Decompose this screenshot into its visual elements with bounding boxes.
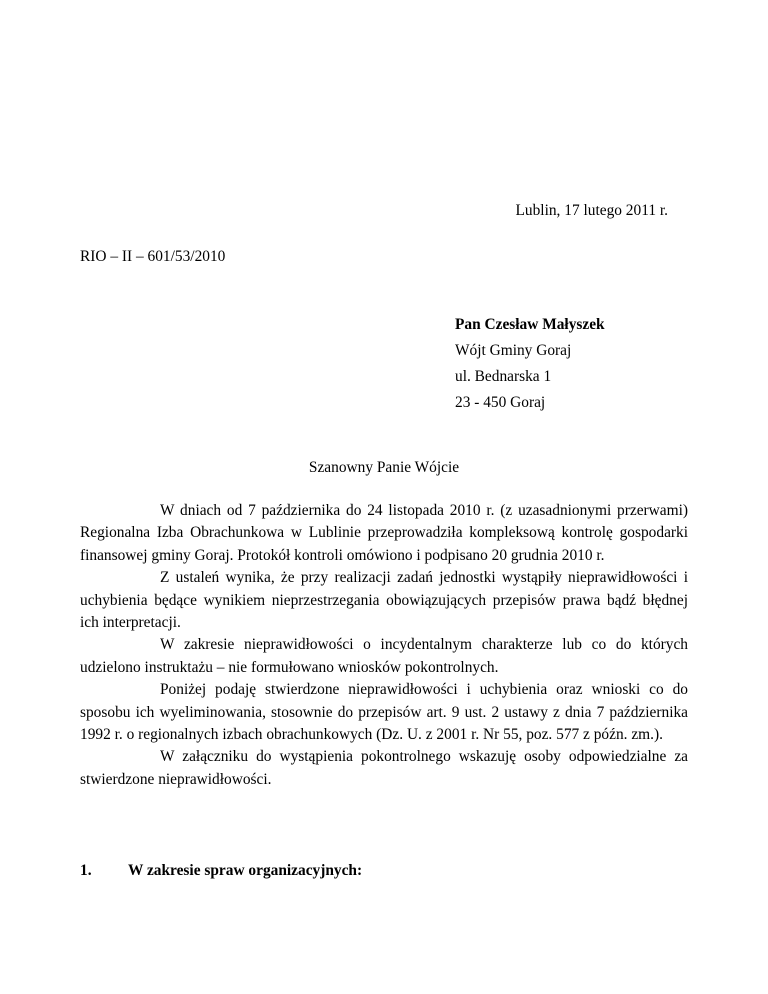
section-title: W zakresie spraw organizacyjnych: [128,862,363,879]
section-heading [80,862,362,880]
body-paragraph: Poniżej podaję stwierdzone nieprawidłowości i uchybienia oraz wnioski co do sposobu ich wyeliminowania, stosownie do przepisów art. 9 ust. 2 ustawy z dnia 7 października 1992 r. o regionalnych izbach obrachunkowych (Dz. U. z 2001 r. Nr 55, poz. 577 z późn. zm.). [80,681,688,744]
addressee-name: Pan Czesław Małyszek [455,316,605,333]
body-paragraph: W zakresie nieprawidłowości o incydentalnym charakterze lub co do których udzielono instruktażu – nie formułowano wniosków pokontrolnych. [80,636,688,676]
letter-body [80,500,688,791]
salutation: Szanowny Panie Wójcie [308,459,460,476]
addressee-city: 23 - 450 Goraj [455,394,546,411]
reference-number: RIO – II – 601/53/2010 [80,248,226,265]
addressee-street: ul. Bednarska 1 [455,368,552,385]
addressee-title: Wójt Gminy Goraj [455,342,572,359]
body-paragraph: W dniach od 7 października do 24 listopada 2010 r. (z uzasadnionymi przerwami) Regionalna Izba Obrachunkowa w Lublinie przeprowadziła kompleksową kontrolę gospodarki finansowej gminy Goraj. Protokół kontroli omówiono i podpisano 20 grudnia 2010 r. [80,502,688,564]
body-paragraph: W załączniku do wystąpienia pokontrolnego wskazuję osoby odpowiedzialne za stwierdzone nieprawidłowości. [80,748,688,788]
letter-date: Lublin, 17 lutego 2011 r. [515,202,668,219]
section-number: 1. [80,862,92,879]
body-paragraph: Z ustaleń wynika, że przy realizacji zadań jednostki wystąpiły nieprawidłowości i uchybienia będące wynikiem nieprzestrzegania obowiązujących przepisów prawa bądź błędnej ich interpretacji. [80,569,688,632]
